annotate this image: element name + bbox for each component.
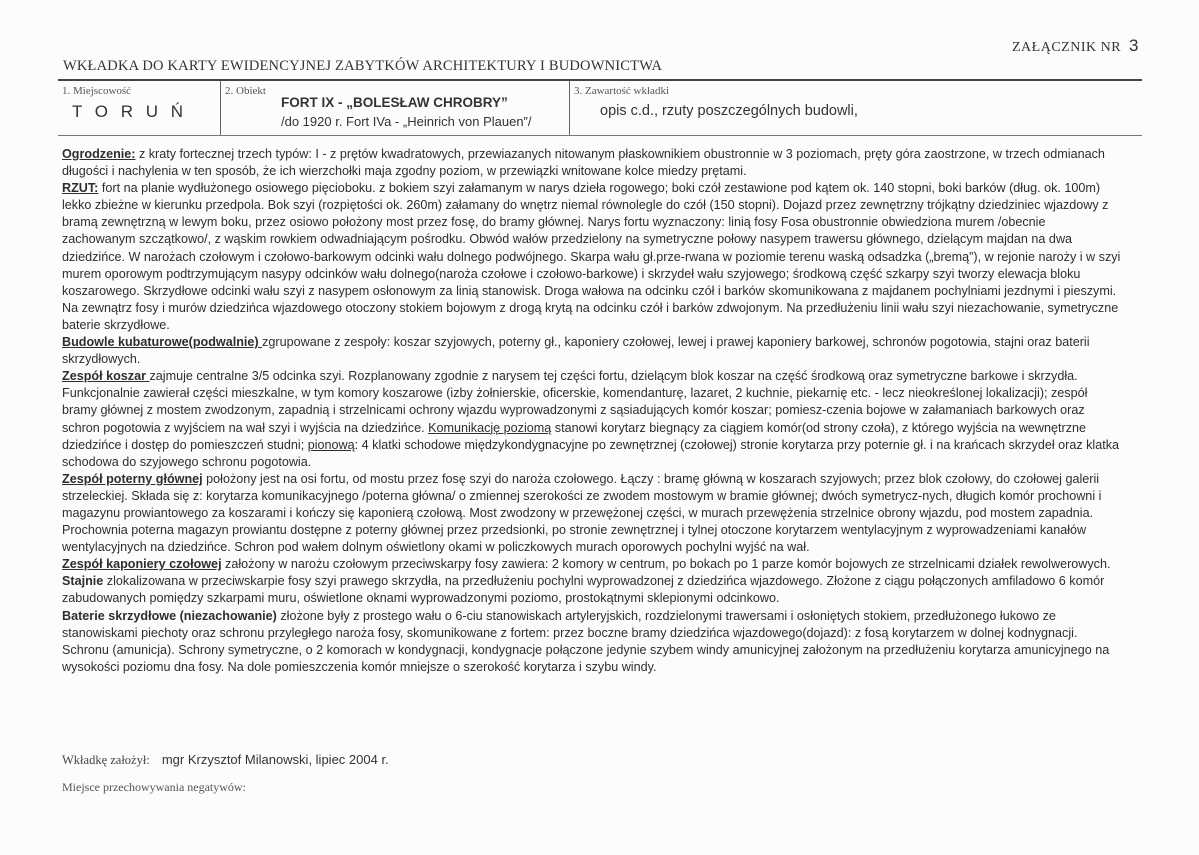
- heading-buildings: Budowle kubaturowe(podwalnie): [62, 335, 263, 350]
- description-body: [62, 146, 1122, 676]
- heading-postern: Zespół poterny głównej: [62, 471, 203, 486]
- heading-fence: Ogrodzenie:: [62, 147, 136, 161]
- object-label: 2. Obiekt: [225, 85, 266, 97]
- annex-label: [1012, 36, 1139, 56]
- text-barracks-a: zajmuje centralne 3/5 odcinka szyi. Rozplanowany zgodnie z narysem tej części fortu, dzielącym blok koszar na część środkową oraz symetryczne barkowe i skrzydła. Funkcjonalnie zawierał części mieszkalne, w tym komory koszarowe (izby żołnierskie, oficerskie, komendanturę, lazaret, 2 kuchnie, piekarnię etc. - lecz nieokreślonej lokalizacji); zespół bramy głównej z mostem zwodzonym, zapadnią i strzelnicami ochrony wjazdu wyprowadzonymi z sąsiadujących komór koszar; pomiesz-czenia bojowe w załamaniach barkowych oraz schron pogotowia z wyjściem na wał szyi i wyjścia na dziedzińce.: [62, 369, 1088, 435]
- paragraph-batteries: [62, 608, 1122, 676]
- object-name: FORT IX - „BOLESŁAW CHROBRY”: [281, 95, 508, 110]
- document-title: WKŁADKA DO KARTY EWIDENCYJNEJ ZABYTKÓW ARCHITEKTURY I BUDOWNICTWA: [63, 58, 663, 74]
- contents-cell: [570, 81, 1142, 135]
- paragraph-postern: [62, 471, 1122, 556]
- contents-label: 3. Zawartość wkładki: [574, 85, 669, 97]
- text-fence: z kraty fortecznej trzech typów: I - z prętów kwadratowych, przewiazanych nitowanym płaskownikiem obustronnie w 3 poziomach, pręty góra zaostrzone, w trzech odmianach długości i nachylenia w ten sposób, że ich wierzchołki maja zgodny poziom, w przewiązki wnitowane kolce miedzy prętami.: [62, 147, 1105, 179]
- heading-batteries: Baterie skrzydłowe (niezachowanie): [62, 608, 277, 623]
- town-value: T O R U Ń: [72, 102, 188, 121]
- text-stables: zlokalizowana w przeciwskarpie fosy szyi prawego skrzydła, na przedłużeniu pochylni wyprowadzonej z dziedzińca wjazdowego. Złożone z ciągu połączonych amfiladowo 6 komór zabudowanych pomiędzy szkarpami muru, oświetlone oknami wyprowadzonymi poziomo, prostokątnymi sklepionymi odcinkowo.: [62, 574, 1105, 606]
- negatives-storage-label: Miejsce przechowywania negatywów:: [62, 780, 246, 794]
- paragraph-barracks: [62, 368, 1122, 471]
- heading-caponier: Zespół kaponiery czołowej: [62, 557, 222, 572]
- text-barracks-c: : 4 klatki schodowe międzykondygnacyjne po zewnętrznej (czołowej) stronie korytarza przy poternie gł. i na krańcach skrzydeł oraz klatka schodowa do szyjowego schronu pogotowia.: [62, 437, 1120, 469]
- text-barracks-vertical: pionową: [307, 437, 355, 452]
- town-cell: [58, 81, 218, 135]
- text-barracks-b: stanowi korytarz biegnący za ciągiem komór(od strony czoła), z którego wyjścia na wewnętrzne dziedzińce i dostęp do pomieszczeń studni;: [62, 420, 1087, 452]
- object-former-name: /do 1920 r. Fort IVa - „Heinrich von Plauen”/: [281, 114, 532, 129]
- annex-text: ZAŁĄCZNIK NR: [1012, 40, 1122, 55]
- paragraph-stables: [62, 573, 1122, 607]
- text-buildings: zgrupowane z zespoły: koszar szyjowych, poterny gł., kaponiery czołowej, lewej i prawej kaponiery barkowej, schronów pogotowia, stajni oraz baterii skrzydłowych.: [62, 335, 1090, 367]
- heading-barracks: Zespół koszar: [62, 369, 150, 384]
- header-table: [58, 79, 1142, 136]
- text-batteries: złożone były z prostego wału o 6-ciu stanowiskach artyleryjskich, rozdzielonymi trawersami i osłoniętych stokiem, przedłużonego łukowo ze stanowiskami piechoty oraz schronu przyległego naroża fosy, skomunikowane z fortem: przez boczne bramy dziedzińca wjazdowego(dojazd): z fosą korytarzem w dolnej kodnygnacji. Schronu (amunicja). Schrony symetryczne, o 2 komorach w kondygnacji, kondygnacje połączone jedynie szybem windy amunicyjnej założonym na przedłużeniu korytarza amunicyjnego na wysokości poziomu dna fosy. Na dole pomieszczenia komór mniejsze o szerokość korytarza i szybu windy.: [62, 608, 1110, 674]
- text-postern: położony jest na osi fortu, od mostu przez fosę szyi do naroża czołowego. Łączy : bramę główną w koszarach szyjowych; przez blok czołowy, do czołowej galerii strzeleckiej. Składa się z: korytarza komunikacyjnego /poterna główna/ o zmiennej szerokości ze zwodem mostowym w bramie głównej; dwóch symetrycz-nych, długich komór prochowni i magazynu prowiantowego za koszarami i kończy się kaponierą czołową. Most zwodzony w przewężonej części, w murach przewężenia strzelnice obrony wjazdu, pod mostem zapadnia. Prochownia poterna magazyn prowiantu dostępne z poterny głównej przez przedsionki, po stronie zewnętrznej i tylnej otoczone korytarzem wentylacyjnym z wyprowadzeniami kanałów wentylacyjnych na dziedzińce. Schron pod wałem dolnym oświetlony okami w policzkowych murach oporowych pochylni wyjść na wał.: [62, 471, 1102, 555]
- paragraph-plan: [62, 180, 1122, 334]
- text-caponier: założony w narożu czołowym przeciwskarpy fosy zawiera: 2 komory w centrum, po bokach po 1 parze komór bojowych ze strzelnicami działek rewolwerowych.: [221, 557, 1111, 572]
- founder-value: mgr Krzysztof Milanowski, lipiec 2004 r.: [161, 752, 389, 767]
- contents-value: opis c.d., rzuty poszczególnych budowli,: [600, 103, 858, 119]
- text-barracks-horizontal: Komunikację poziomą: [428, 420, 552, 435]
- paragraph-fence: [62, 146, 1122, 180]
- heading-plan: RZUT:: [62, 181, 99, 196]
- text-plan: fort na planie wydłużonego osiowego pięcioboku. z bokiem szyi załamanym w narys dzieła rogowego; boki czół zestawione pod kątem ok. 140 stopni, boki barków (dług. ok. 100m) lekko zbieżne w kierunku przedpola. Bok szyi (rozpiętości ok. 260m) załamany do wnętrz niemal równolegle do czół (150 stopni). Dojazd przez zewnętrzny trójkątny dziedziniec wjazdowy z bramą zewnętrzną w lewym boku, przez osiowo położony most przez fosę, do bramy głównej. Narys fortu wyznaczony: linią fosy Fosa obustronnie obwiedziona murem /obecnie zachowanym szczątkowo/, z wąskim rowkiem odwadniającym pośrodku. Obwód wałów przedzielony na symetryczne połowy nasypem trawersu głównego, dzielącym majdan na dwa dziedzińce. W narożach czołowym i czołowo-barkowym odcinki wału dolnego podwójnego. Skarpa wału gł.prze-rwana w poziomie terenu waską odsadzka („bremą”), w rejonie naroży i w szyi murem oporowym podtrzymującym nasypy odcinków wału dolnego(naroża czołowe i czołowo-barkowe) i skrzydeł wału szyjowego; środkową część szkarpy szyi tworzy elewacja bloku koszarowego. Skrzydłowe odcinki wału szyi z nasypem osłonowym za linią stanowisk. Droga wałowa na odcinku czół i barków skomunikowana z majdanem pochylniami jezdnymi i pieszymi. Na zewnątrz fosy i murów dziedzińca wjazdowego otoczony stokiem bojowym z drogą krytą na odcinku czół i barków zdwojonym. Na przedłużeniu linii wału szyi niezachowanie, symetryczne baterie skrzydłowe.: [62, 181, 1121, 332]
- founder-label: Wkładkę założył:: [62, 753, 150, 767]
- annex-number: 3: [1129, 36, 1140, 55]
- paragraph-caponier: [62, 556, 1122, 573]
- town-label: 1. Miejscowość: [62, 85, 132, 97]
- founder-line: [62, 752, 389, 768]
- object-cell: [220, 81, 570, 135]
- paragraph-buildings: [62, 334, 1122, 368]
- heading-stables: Stajnie: [62, 574, 104, 589]
